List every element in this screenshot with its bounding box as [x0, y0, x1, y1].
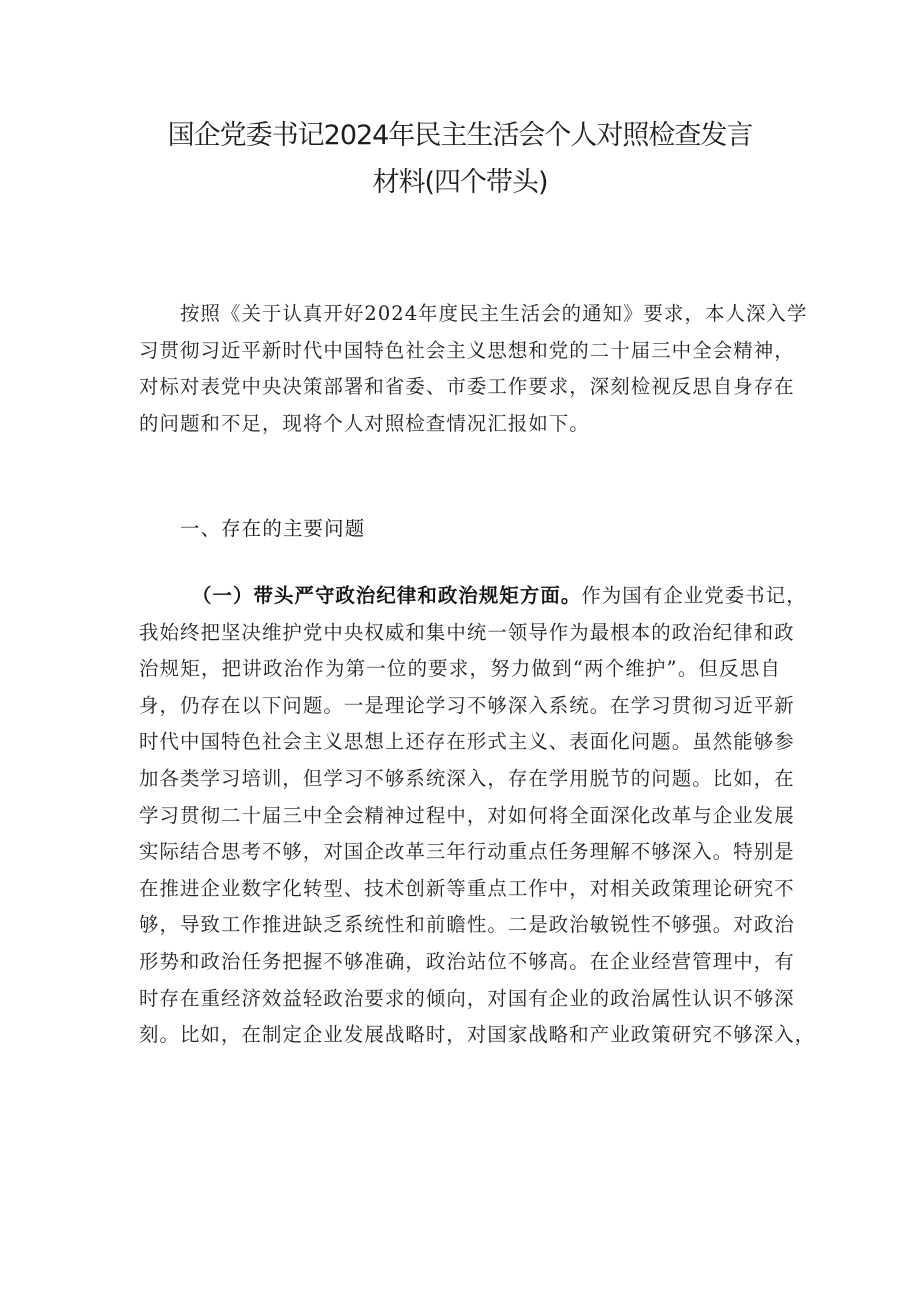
title-line-1: 国企党委书记2024年民主生活会个人对照检查发言 — [167, 120, 753, 151]
intro-line: 习贯彻习近平新时代中国特色社会主义思想和党的二十届三中全会精神， — [139, 338, 795, 362]
paragraph-line: 加各类学习培训，但学习不够系统深入，存在学用脱节的问题。比如，在 — [139, 766, 795, 790]
subsection-paragraph — [139, 578, 816, 1054]
paragraph-line: 时存在重经济效益轻政治要求的倾向，对国有企业的政治属性认识不够深 — [139, 986, 795, 1010]
subsection-first-line — [139, 578, 807, 615]
paragraph-line: 实际结合思考不够，对国企改革三年行动重点任务理解不够深入。特别是 — [139, 840, 795, 864]
document-title — [140, 112, 780, 206]
paragraph-line: 治规矩，把讲政治作为第一位的要求，努力做到“两个维护”。但反思自 — [139, 657, 781, 681]
paragraph-line: 我始终把坚决维护党中央权威和集中统一领导作为最根本的政治纪律和政 — [139, 620, 795, 644]
intro-line: 按照《关于认真开好2024年度民主生活会的通知》要求，本人深入学 — [180, 302, 808, 325]
paragraph-line: 在推进企业数字化转型、技术创新等重点工作中，对相关政策理论研究不 — [139, 876, 795, 900]
title-line-2: 材料(四个带头) — [372, 167, 548, 198]
section-heading: 一、存在的主要问题 — [180, 517, 366, 540]
paragraph-line: 学习贯彻二十届三中全会精神过程中，对如何将全面深化改革与企业发展 — [139, 803, 795, 827]
paragraph-line: 够，导致工作推进缺乏系统性和前瞻性。二是政治敏锐性不够强。对政治 — [139, 913, 795, 937]
intro-paragraph — [139, 296, 808, 442]
paragraph-line: 身，仍存在以下问题。一是理论学习不够深入系统。在学习贯彻习近平新 — [139, 693, 795, 717]
subsection-first-line-rest: 作为国有企业党委书记， — [581, 584, 807, 607]
paragraph-line: 刻。比如，在制定企业发展战略时，对国家战略和产业政策研究不够深入， — [139, 1023, 816, 1047]
subsection-heading: （一）带头严守政治纪律和政治规矩方面。 — [192, 584, 582, 607]
paragraph-line: 时代中国特色社会主义思想上还存在形式主义、表面化问题。虽然能够参 — [139, 730, 795, 754]
intro-line: 的问题和不足，现将个人对照检查情况汇报如下。 — [139, 411, 590, 435]
paragraph-line: 形势和政治任务把握不够准确，政治站位不够高。在企业经营管理中，有 — [139, 949, 795, 973]
intro-line: 对标对表党中央决策部署和省委、市委工作要求，深刻检视反思自身存在 — [139, 375, 795, 399]
